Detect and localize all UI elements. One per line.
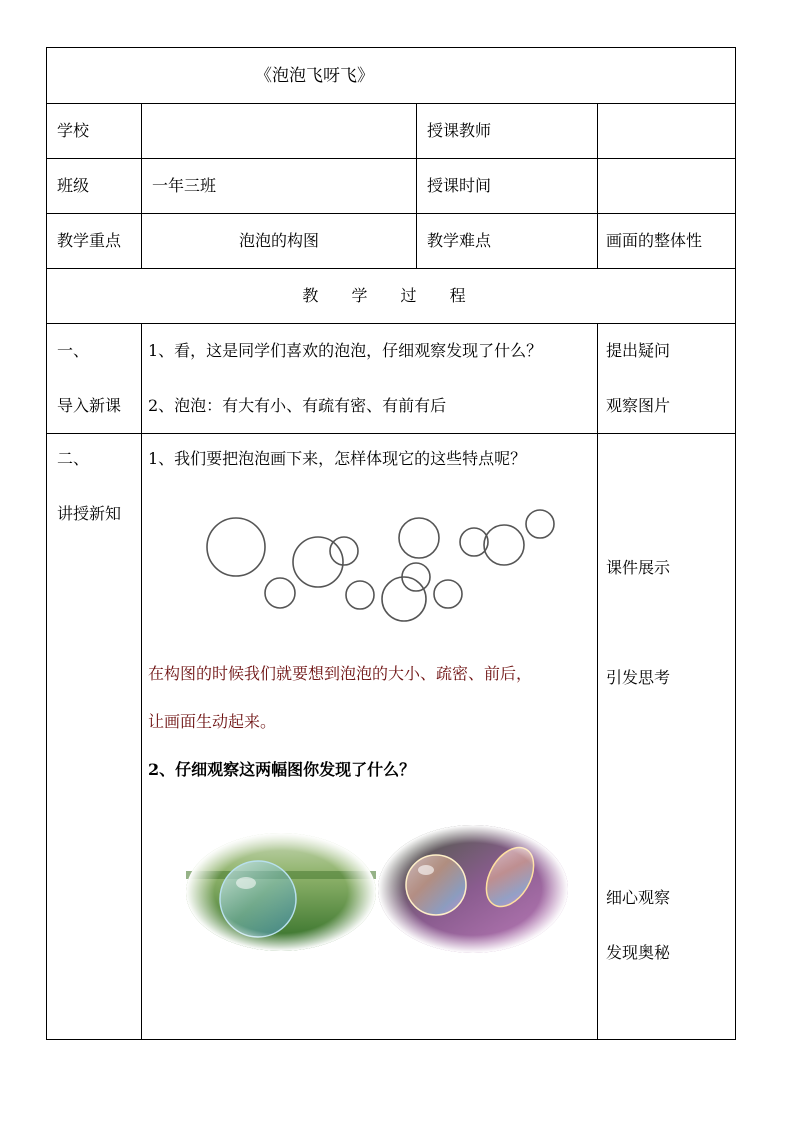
bubbles-over-flowers-photo: [378, 825, 568, 953]
title-cell: [47, 48, 736, 104]
class-label: 班级: [47, 159, 142, 214]
bubble-circle: [399, 518, 439, 558]
section1-note-cell: [598, 324, 736, 434]
section2-explain1: 在构图的时候我们就要想到泡泡的大小、疏密、前后，: [148, 664, 533, 683]
section1-number: 一、: [57, 341, 90, 360]
section2-name: 讲授新知: [57, 504, 122, 523]
section1-note2: 观察图片: [606, 396, 671, 415]
teacher-label: 授课教师: [417, 104, 598, 159]
time-label: 授课时间: [417, 159, 598, 214]
time-value: [598, 159, 736, 214]
section1-content-cell: [142, 324, 598, 434]
lesson-plan-table: [46, 47, 736, 1040]
section1-label-cell: [47, 324, 142, 434]
lesson-title: 《泡泡飞呀飞》: [255, 65, 374, 86]
section2-note2: 引发思考: [606, 668, 671, 687]
section2-number: 二、: [57, 449, 90, 468]
bubble-photos: [148, 825, 597, 975]
section2-question2: 2、仔细观察这两幅图你发现了什么？: [148, 760, 416, 779]
section1-line1: 1、看，这是同学们喜欢的泡泡，仔细观察发现了什么？: [148, 341, 543, 360]
section2-note1: 课件展示: [606, 558, 671, 577]
section1-note1: 提出疑问: [606, 341, 671, 360]
section2-note-cell: [598, 434, 736, 1040]
bubble-circle: [346, 581, 374, 609]
bubble-composition-diagram: [148, 469, 588, 644]
school-value: [142, 104, 417, 159]
bubble-circle: [265, 578, 295, 608]
school-label: 学校: [47, 104, 142, 159]
section2-content-cell: [142, 434, 598, 1040]
difficulty-value: 画面的整体性: [598, 214, 736, 269]
bubble-circle: [330, 537, 358, 565]
section1-line2: 2、泡泡：有大有小、有疏有密、有前有后: [148, 396, 447, 415]
bubble-circle: [434, 580, 462, 608]
section1-name: 导入新课: [57, 396, 122, 415]
bubble-circle: [526, 510, 554, 538]
process-header: 教 学 过 程: [47, 269, 736, 324]
key-point-label: 教学重点: [47, 214, 142, 269]
section2-question1: 1、我们要把泡泡画下来，怎样体现它的这些特点呢？: [148, 449, 527, 468]
section2-label-cell: [47, 434, 142, 1040]
section2-explain2: 让画面生动起来。: [148, 712, 277, 731]
difficulty-label: 教学难点: [417, 214, 598, 269]
bubble-on-grass-photo: [186, 833, 376, 951]
bubble-circle: [484, 525, 524, 565]
teacher-value: [598, 104, 736, 159]
bubble-circle: [207, 518, 265, 576]
class-value: 一年三班: [142, 159, 417, 214]
section2-note3: 细心观察: [606, 888, 671, 907]
key-point-value: 泡泡的构图: [142, 214, 417, 269]
section2-note4: 发现奥秘: [606, 943, 671, 962]
